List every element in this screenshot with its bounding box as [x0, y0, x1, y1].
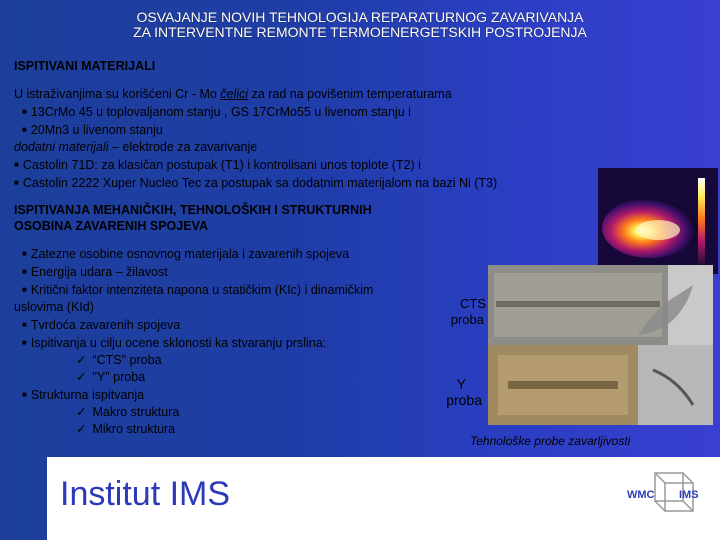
check-icon: ✓	[76, 405, 87, 419]
check-icon: ✓	[76, 370, 87, 384]
svg-text:IMS: IMS	[679, 489, 699, 501]
check-icon: ✓	[76, 353, 87, 367]
list-item: ■ Strukturna ispitvanja	[22, 388, 145, 402]
section2-heading: ISPITIVANJA MEHANIČKIH, TEHNOLOŠKIH I STRUKTURNIH OSOBINA ZAVARENIH SPOJEVA	[14, 203, 372, 233]
list-item: ■ Castolin 2222 Xuper Nucleo Tec za postupak sa dodatnim materijalom na bazi Ni (T3)	[14, 176, 498, 190]
title-line-2: ZA INTERVENTNE REMONTE TERMOENERGETSKIH POSTROJENJA	[133, 24, 587, 40]
footer	[47, 457, 720, 540]
list-item: ■ Zatezne osobine osnovnog materijala i zavarenih spojeva	[22, 247, 350, 261]
section1-heading: ISPITIVANI MATERIJALI	[14, 59, 156, 73]
y-label: Y proba	[446, 376, 482, 408]
cts-label: CTS proba	[450, 296, 486, 327]
list-item: ■ 20Mn3 u livenom stanju	[22, 123, 163, 137]
list-item: ■ Castolin 71D: za klasičan postupak (T1) i kontrolisani unos toplote (T2) i	[14, 158, 421, 172]
list-item: ■ Ispitivanja u cilju ocene sklonosti ka stvaranju prslina:	[22, 336, 327, 350]
thermal-image	[598, 168, 718, 274]
filler-heading: dodatni materijali – elektrode za zavarivanje	[14, 140, 258, 154]
list-subitem: ✓ Mikro struktura	[76, 422, 176, 436]
list-item: ■ Energija udara – žilavost	[22, 265, 168, 279]
figure-caption: Tehnološke probe zavarljivosti	[470, 434, 631, 448]
institute-name: Institut IMS	[60, 475, 231, 513]
list-subitem: ✓ “CTS" proba	[76, 353, 162, 367]
list-item-continuation: uslovima (KId)	[14, 300, 94, 314]
cts-sample-photo	[488, 265, 713, 345]
materials-intro: U istraživanjima su korišćeni Cr - Mo čelici za rad na povišenim temperaturama	[14, 87, 452, 101]
y-sample-photo	[488, 345, 713, 425]
materials-text	[14, 86, 497, 192]
tests-list	[14, 245, 373, 438]
slide-title	[0, 10, 720, 40]
list-item: ■ Tvrdoća zavarenih spojeva	[22, 318, 181, 332]
list-item: ■ 13CrMo 45 u toplovaljanom stanju , GS 17CrMo55 u livenom stanju i	[22, 105, 411, 119]
title-line-1: OSVAJANJE NOVIH TEHNOLOGIJA REPARATURNOG ZAVARIVANJA	[136, 9, 584, 25]
ims-logo	[627, 467, 707, 519]
svg-text:WMC: WMC	[627, 489, 655, 501]
list-subitem: ✓ Makro struktura	[76, 405, 180, 419]
list-subitem: ✓ "Y" proba	[76, 370, 146, 384]
check-icon: ✓	[76, 422, 87, 436]
list-item: ■ Kritični faktor intenziteta napona u statičkim (KIc) i dinamičkim	[22, 283, 374, 297]
